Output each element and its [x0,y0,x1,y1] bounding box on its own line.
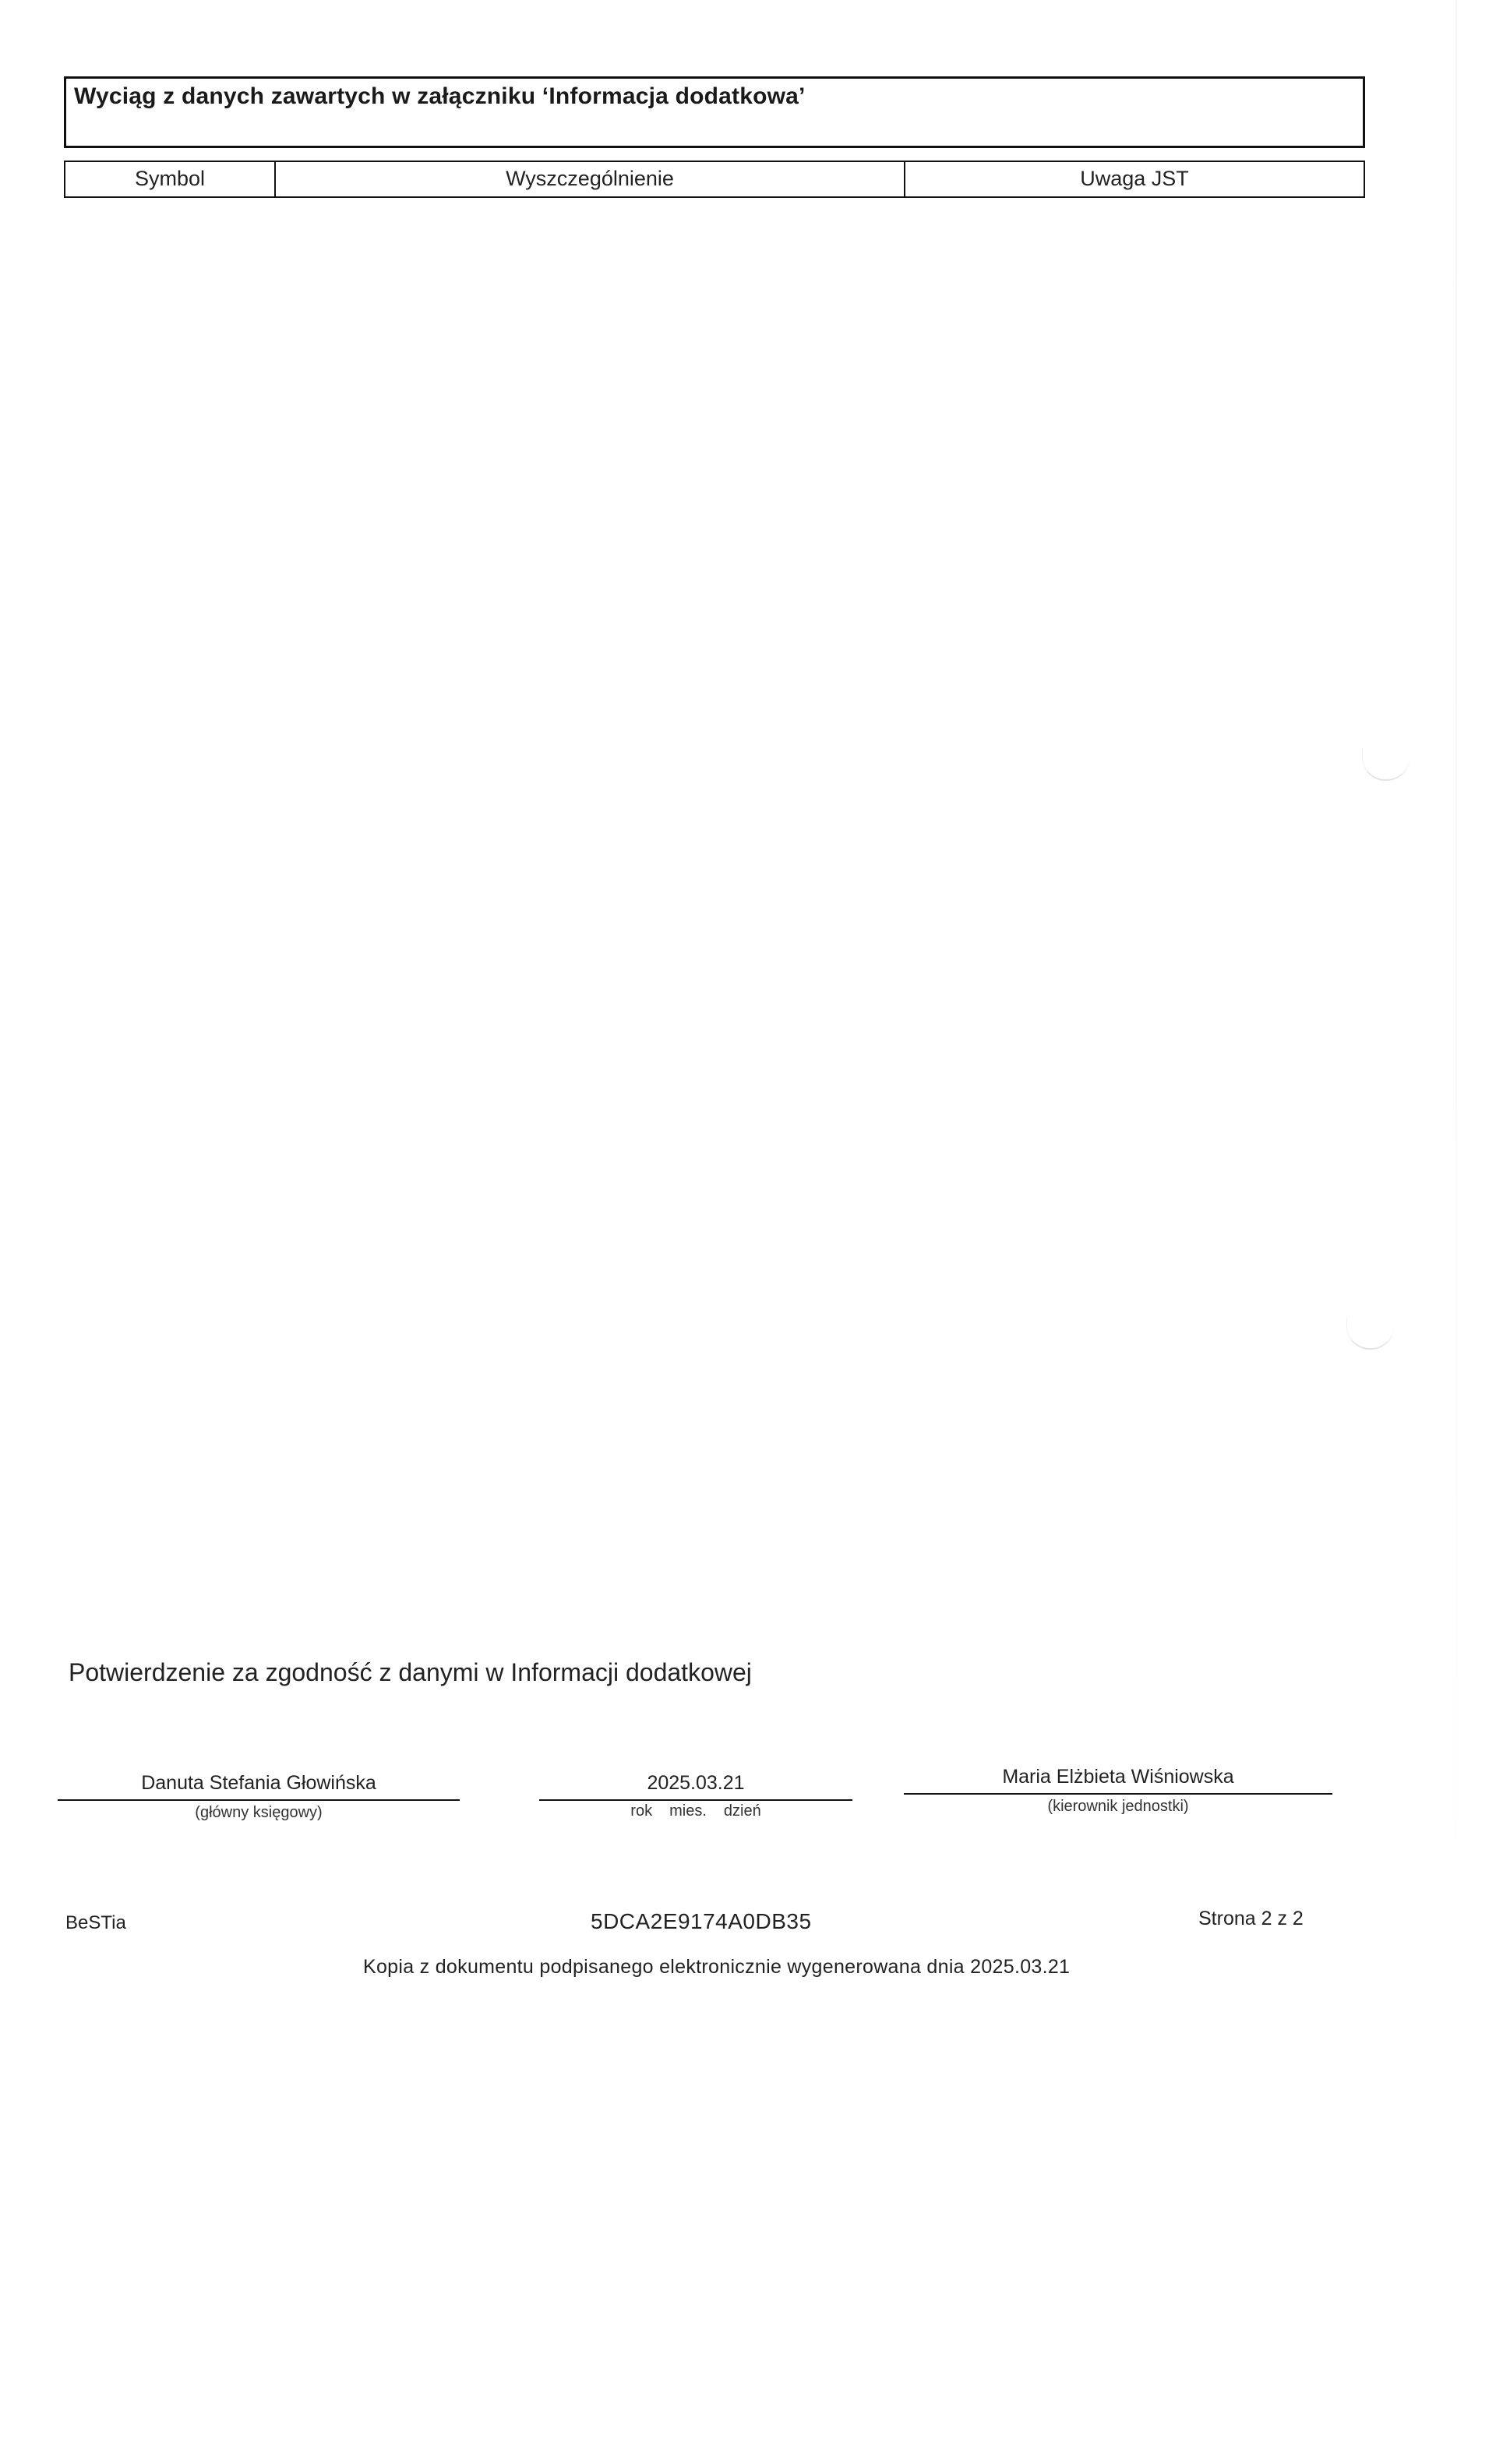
column-header-note: Uwaga JST [1080,166,1189,190]
scan-edge-artifact [1455,0,1457,2088]
footer-page-number: Strona 2 z 2 [1198,1908,1304,1929]
manager-role: (kierownik jednostki) [1047,1798,1189,1815]
date-format-labels [539,1802,852,1820]
accountant-role: (główny księgowy) [195,1804,323,1821]
manager-name: Maria Elżbieta Wiśniowska [1002,1766,1234,1788]
confirmation-statement: Potwierdzenie za zgodność z danymi w Informacji dodatkowej [69,1658,752,1686]
punch-hole-mark [1362,748,1410,781]
column-header-description: Wyszczególnienie [276,162,905,196]
punch-hole-mark [1346,1317,1394,1350]
date-label-day: dzień [723,1802,761,1820]
signature-line [904,1793,1332,1795]
footer-copy-note: Kopia z dokumentu podpisanego elektronicznie wygenerowana dnia 2025.03.21 [363,1956,1071,1978]
signature-date-value: 2025.03.21 [647,1772,745,1794]
signature-date [539,1772,852,1820]
signature-line [539,1799,852,1801]
table-header-row [64,161,1365,198]
footer-document-code: 5DCA2E9174A0DB35 [591,1909,812,1933]
footer-system-name: BeSTia [65,1912,126,1933]
accountant-name: Danuta Stefania Głowińska [141,1772,376,1794]
title-box [64,76,1365,148]
signature-line [58,1799,460,1801]
signature-manager [904,1766,1332,1816]
date-label-year: rok [630,1802,653,1820]
date-label-month: mies. [669,1802,707,1820]
column-header-symbol: Symbol [65,162,276,196]
signature-accountant [58,1772,460,1822]
document-title: Wyciąg z danych zawartych w załączniku ‘Informacja dodatkowa’ [74,83,806,109]
